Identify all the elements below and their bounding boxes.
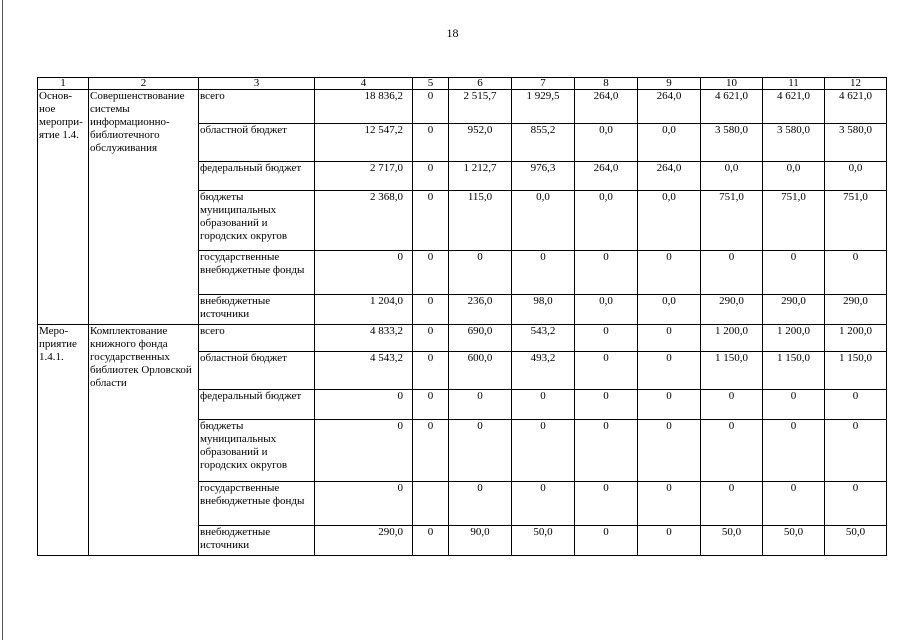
value-cell-col-5: 0 [413,390,449,420]
value-cell-col-4: 0 [315,482,413,526]
value-cell-col-12: 0 [825,482,887,526]
value-cell-col-10: 0 [701,482,763,526]
funding-source-cell: внебюджетные источники [199,295,315,325]
value-cell-col-5 [413,482,449,526]
value-cell-col-4: 0 [315,420,413,482]
value-cell-col-12: 0,0 [825,162,887,191]
value-cell-col-8: 0 [575,526,638,556]
value-cell-col-11: 1 200,0 [763,325,825,352]
value-cell-col-8: 0 [575,325,638,352]
value-cell-col-7: 0 [512,482,575,526]
value-cell-col-6: 952,0 [449,124,512,162]
value-cell-col-9: 264,0 [638,162,701,191]
value-cell-col-11: 3 580,0 [763,124,825,162]
value-cell-col-4: 0 [315,251,413,295]
value-cell-col-8: 0,0 [575,124,638,162]
funding-source-cell: всего [199,325,315,352]
column-header-5: 5 [413,78,449,90]
value-cell-col-7: 493,2 [512,352,575,390]
value-cell-col-7: 98,0 [512,295,575,325]
funding-source-cell: областной бюджет [199,352,315,390]
value-cell-col-4: 1 204,0 [315,295,413,325]
value-cell-col-7: 1 929,5 [512,90,575,124]
value-cell-col-7: 0 [512,251,575,295]
value-cell-col-8: 0 [575,390,638,420]
value-cell-col-12: 0 [825,251,887,295]
value-cell-col-5: 0 [413,191,449,251]
budget-table [37,77,887,556]
value-cell-col-6: 115,0 [449,191,512,251]
value-cell-col-9: 0 [638,390,701,420]
value-cell-col-5: 0 [413,526,449,556]
value-cell-col-4: 2 368,0 [315,191,413,251]
value-cell-col-8: 0,0 [575,191,638,251]
value-cell-col-10: 1 200,0 [701,325,763,352]
value-cell-col-9: 0 [638,352,701,390]
value-cell-col-6: 0 [449,420,512,482]
value-cell-col-6: 0 [449,390,512,420]
table-body [38,90,887,556]
page-number: 18 [446,26,459,40]
value-cell-col-4: 0 [315,390,413,420]
column-header-11: 11 [763,78,825,90]
funding-source-cell: бюджеты муниципальных образований и городских округов [199,191,315,251]
value-cell-col-11: 751,0 [763,191,825,251]
value-cell-col-12: 290,0 [825,295,887,325]
value-cell-col-12: 751,0 [825,191,887,251]
value-cell-col-7: 0 [512,420,575,482]
column-header-10: 10 [701,78,763,90]
value-cell-col-11: 0 [763,420,825,482]
column-header-8: 8 [575,78,638,90]
column-header-7: 7 [512,78,575,90]
value-cell-col-8: 0,0 [575,295,638,325]
value-cell-col-9: 0 [638,482,701,526]
column-header-4: 4 [315,78,413,90]
value-cell-col-7: 855,2 [512,124,575,162]
value-cell-col-4: 12 547,2 [315,124,413,162]
value-cell-col-5: 0 [413,90,449,124]
value-cell-col-8: 0 [575,420,638,482]
value-cell-col-8: 0 [575,251,638,295]
column-header-1: 1 [38,78,89,90]
page-edge-line [2,0,3,640]
value-cell-col-6: 2 515,7 [449,90,512,124]
measure-cell: Меро-приятие 1.4.1. [38,325,89,556]
value-cell-col-8: 264,0 [575,90,638,124]
column-header-12: 12 [825,78,887,90]
value-cell-col-11: 290,0 [763,295,825,325]
column-header-2: 2 [89,78,199,90]
value-cell-col-6: 236,0 [449,295,512,325]
value-cell-col-4: 290,0 [315,526,413,556]
funding-source-cell: бюджеты муниципальных образований и городских округов [199,420,315,482]
funding-source-cell: федеральный бюджет [199,390,315,420]
value-cell-col-7: 0 [512,390,575,420]
value-cell-col-7: 543,2 [512,325,575,352]
value-cell-col-12: 50,0 [825,526,887,556]
measure-title-cell: Совершенствование системы информационно-библиотечного обслуживания [89,90,199,325]
value-cell-col-4: 4 833,2 [315,325,413,352]
value-cell-col-5: 0 [413,124,449,162]
value-cell-col-6: 600,0 [449,352,512,390]
value-cell-col-10: 0 [701,420,763,482]
value-cell-col-10: 3 580,0 [701,124,763,162]
value-cell-col-7: 50,0 [512,526,575,556]
value-cell-col-11: 0,0 [763,162,825,191]
value-cell-col-7: 976,3 [512,162,575,191]
value-cell-col-4: 18 836,2 [315,90,413,124]
value-cell-col-6: 690,0 [449,325,512,352]
funding-source-cell: всего [199,90,315,124]
value-cell-col-11: 4 621,0 [763,90,825,124]
value-cell-col-6: 0 [449,251,512,295]
value-cell-col-9: 0,0 [638,124,701,162]
value-cell-col-11: 0 [763,251,825,295]
value-cell-col-5: 0 [413,162,449,191]
value-cell-col-5: 0 [413,325,449,352]
funding-source-cell: областной бюджет [199,124,315,162]
value-cell-col-9: 264,0 [638,90,701,124]
value-cell-col-10: 50,0 [701,526,763,556]
value-cell-col-5: 0 [413,251,449,295]
funding-source-cell: внебюджетные источники [199,526,315,556]
value-cell-col-9: 0 [638,251,701,295]
value-cell-col-9: 0 [638,325,701,352]
value-cell-col-12: 1 150,0 [825,352,887,390]
value-cell-col-11: 0 [763,390,825,420]
value-cell-col-12: 4 621,0 [825,90,887,124]
table-header-row [38,78,887,90]
value-cell-col-12: 1 200,0 [825,325,887,352]
funding-source-cell: федеральный бюджет [199,162,315,191]
measure-cell: Основ-ное меропри-ятие 1.4. [38,90,89,325]
value-cell-col-9: 0 [638,420,701,482]
value-cell-col-10: 751,0 [701,191,763,251]
column-header-9: 9 [638,78,701,90]
value-cell-col-12: 0 [825,420,887,482]
value-cell-col-8: 264,0 [575,162,638,191]
value-cell-col-10: 290,0 [701,295,763,325]
column-header-6: 6 [449,78,512,90]
value-cell-col-4: 2 717,0 [315,162,413,191]
value-cell-col-8: 0 [575,352,638,390]
value-cell-col-8: 0 [575,482,638,526]
measure-title-cell: Комплектование книжного фонда государственных библиотек Орловской области [89,325,199,556]
value-cell-col-11: 50,0 [763,526,825,556]
value-cell-col-10: 0 [701,251,763,295]
value-cell-col-6: 90,0 [449,526,512,556]
value-cell-col-10: 1 150,0 [701,352,763,390]
value-cell-col-5: 0 [413,295,449,325]
value-cell-col-9: 0,0 [638,191,701,251]
column-header-3: 3 [199,78,315,90]
table-row [38,325,887,352]
value-cell-col-12: 3 580,0 [825,124,887,162]
value-cell-col-5: 0 [413,352,449,390]
table-row [38,90,887,124]
value-cell-col-6: 1 212,7 [449,162,512,191]
value-cell-col-9: 0,0 [638,295,701,325]
value-cell-col-10: 4 621,0 [701,90,763,124]
value-cell-col-5: 0 [413,420,449,482]
value-cell-col-4: 4 543,2 [315,352,413,390]
value-cell-col-10: 0,0 [701,162,763,191]
value-cell-col-11: 0 [763,482,825,526]
value-cell-col-10: 0 [701,390,763,420]
value-cell-col-12: 0 [825,390,887,420]
value-cell-col-9: 0 [638,526,701,556]
value-cell-col-11: 1 150,0 [763,352,825,390]
funding-source-cell: государственные внебюджетные фонды [199,482,315,526]
funding-source-cell: государственные внебюджетные фонды [199,251,315,295]
value-cell-col-7: 0,0 [512,191,575,251]
value-cell-col-6: 0 [449,482,512,526]
